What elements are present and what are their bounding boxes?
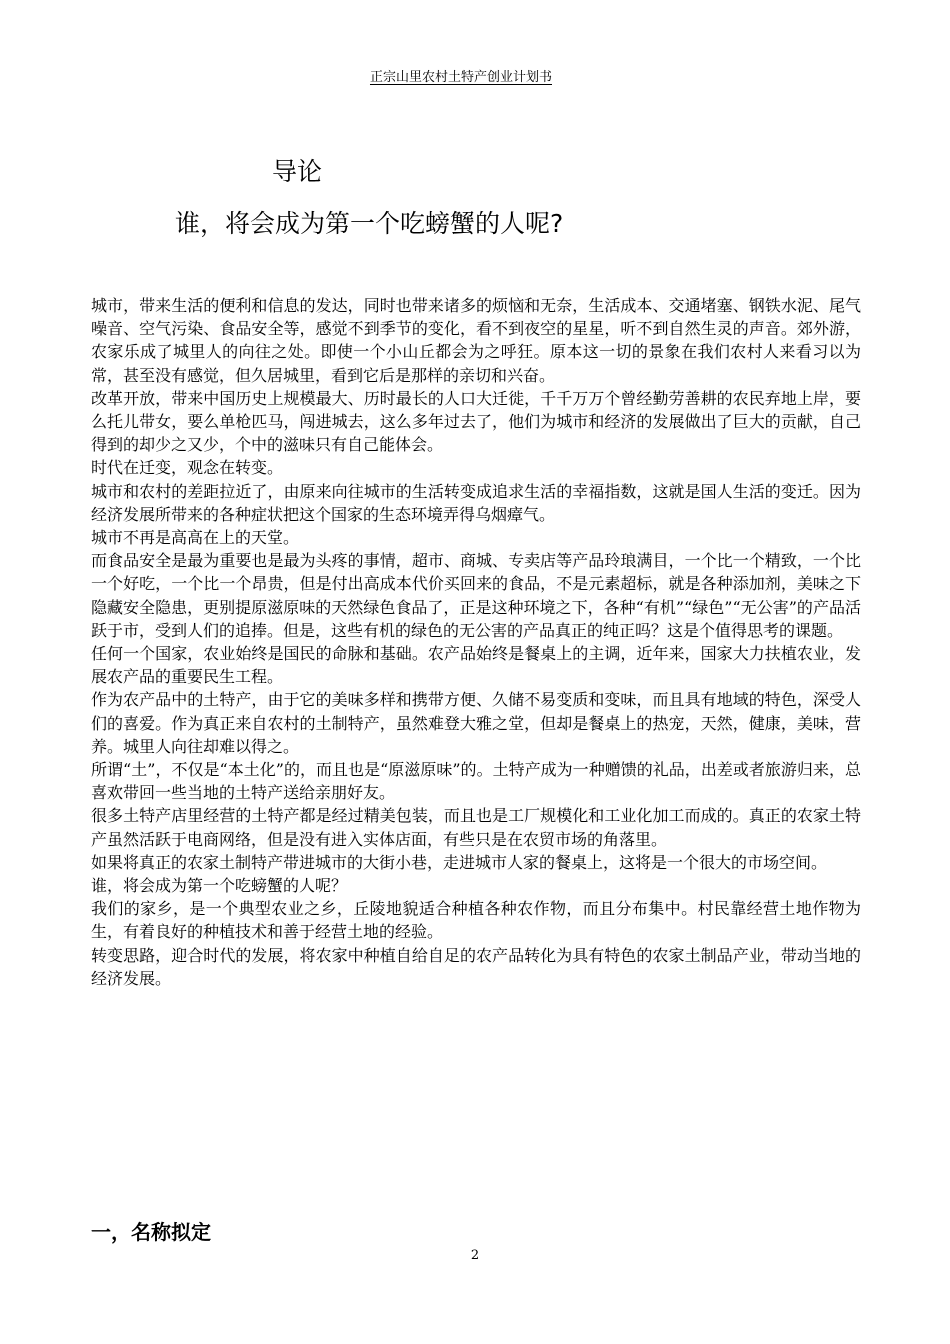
paragraph: 城市不再是高高在上的天堂。 bbox=[91, 528, 300, 548]
intro-subtitle: 谁，将会成为第一个吃螃蟹的人呢? bbox=[175, 209, 564, 238]
section-heading: 一，名称拟定 bbox=[91, 1220, 211, 1244]
paragraph: 而食品安全是最为重要也是最为头疼的事情，超市、商城、专卖店等产品玲琅满目，一个比一个精致，一个比一个好吃，一个比一个昂贵，但是付出高成本代价买回来的食品，不是元素超标，就是各种添加剂，美味之下隐藏安全隐患，更别提原滋原味的天然绿色食品了，正是这种环境之下，各种“有机”“绿色”“无公害”的产品活跃于市，受到人们的追捧。但是，这些有机的绿色的无公害的产品真正的纯正吗？这是个值得思考的课题。 bbox=[91, 551, 861, 640]
paragraph: 城市，带来生活的便利和信息的发达，同时也带来诸多的烦恼和无奈，生活成本、交通堵塞、钢铁水泥、尾气噪音、空气污染、食品安全等，感觉不到季节的变化，看不到夜空的星星，听不到自然生灵的声音。郊外游，农家乐成了城里人的向往之处。即使一个小山丘都会为之呼狂。原本这一切的景象在我们农村人来看习以为常，甚至没有感觉，但久居城里，看到它后是那样的亲切和兴奋。 bbox=[91, 296, 861, 385]
paragraph: 城市和农村的差距拉近了，由原来向往城市的生活转变成追求生活的幸福指数，这就是国人生活的变迁。因为经济发展所带来的各种症状把这个国家的生态环境弄得乌烟瘴气。 bbox=[91, 481, 861, 524]
paragraph: 所谓“土”，不仅是“本土化”的，而且也是“原滋原味”的。土特产成为一种赠馈的礼品，出差或者旅游归来，总喜欢带回一些当地的土特产送给亲朋好友。 bbox=[91, 760, 861, 803]
intro-title: 导论 bbox=[272, 157, 323, 186]
running-header-text: 正宗山里农村土特产创业计划书 bbox=[369, 70, 552, 85]
paragraph: 谁，将会成为第一个吃螃蟹的人呢？ bbox=[91, 876, 348, 896]
paragraph: 改革开放，带来中国历史上规模最大、历时最长的人口大迁徙，千千万万个曾经勤劳善耕的农民弃地上岸，要么托儿带女，要么单枪匹马，闯进城去，这么多年过去了，他们为城市和经济的发展做出了巨大的贡献，自己得到的却少之又少，个中的滋味只有自己能体会。 bbox=[91, 388, 861, 455]
paragraph: 时代在迁变，观念在转变。 bbox=[91, 458, 284, 478]
paragraph: 很多土特产店里经营的土特产都是经过精美包装，而且也是工厂规模化和工业化加工而成的。真正的农家土特产虽然活跃于电商网络，但是没有进入实体店面，有些只是在农贸市场的角落里。 bbox=[91, 806, 861, 849]
paragraph: 如果将真正的农家土制特产带进城市的大街小巷，走进城市人家的餐桌上，这将是一个很大的市场空间。 bbox=[91, 852, 828, 872]
paragraph: 我们的家乡，是一个典型农业之乡，丘陵地貌适合种植各种农作物，而且分布集中。村民靠经营土地作物为生，有着良好的种植技术和善于经营土地的经验。 bbox=[91, 899, 861, 942]
running-header bbox=[0, 66, 922, 85]
paragraph: 作为农产品中的土特产，由于它的美味多样和携带方便、久储不易变质和变味，而且具有地域的特色，深受人们的喜爱。作为真正来自农村的土制特产，虽然难登大雅之堂，但却是餐桌上的热宠，天然，健康，美味，营养。城里人向往却难以得之。 bbox=[91, 690, 861, 756]
intro-body bbox=[91, 294, 861, 990]
paragraph: 任何一个国家，农业始终是国民的命脉和基础。农产品始终是餐桌上的主调，近年来，国家大力扶植农业，发展农产品的重要民生工程。 bbox=[91, 644, 861, 687]
paragraph: 转变思路，迎合时代的发展，将农家中种植自给自足的农产品转化为具有特色的农家土制品产业，带动当地的经济发展。 bbox=[91, 945, 861, 988]
page-number: 2 bbox=[470, 1248, 480, 1263]
